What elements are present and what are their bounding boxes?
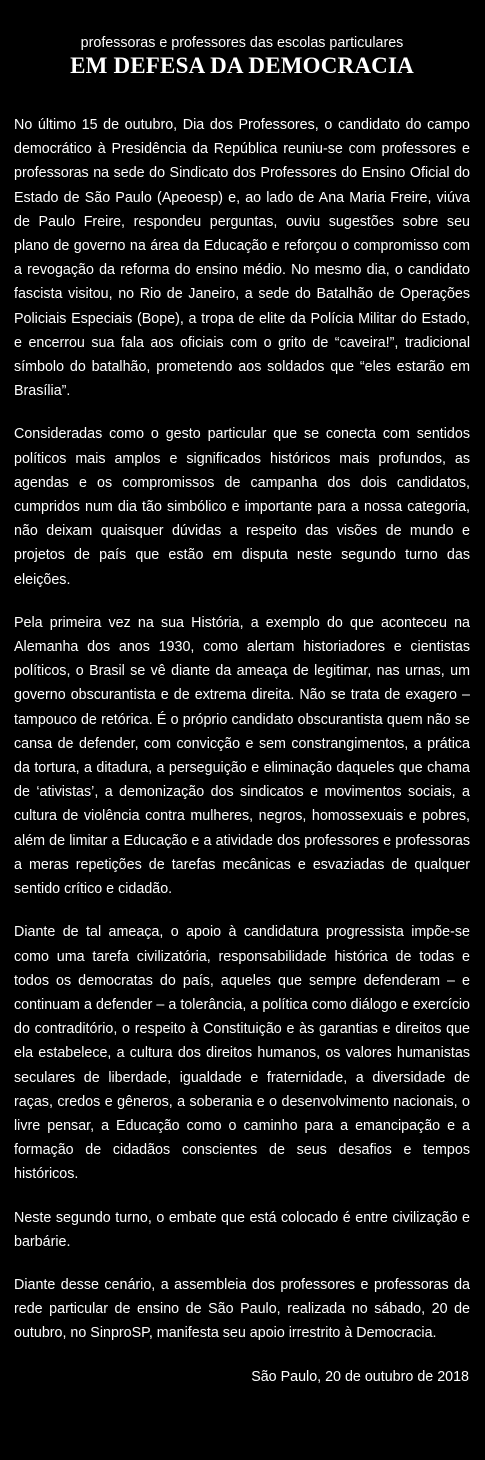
paragraph-4: Diante de tal ameaça, o apoio à candidatura progressista impõe-se como uma tarefa civilizatória, responsabilidade histórica de todas e todos os democratas do país, aqueles que sempre defenderam – e continuam a defender – a tolerância, a política como diálogo e exercício do contraditório, o respeito à Constituição e às garantias e direitos que ela estabelece, a cultura dos direitos humanos, os valores humanistas seculares de liberdade, igualdade e fraternidade, a diversidade de raças, credos e gêneros, a soberania e o desenvolvimento nacionais, o livre pensar, a Educação como o caminho para a emancipação e a formação de cidadãos conscientes de seus desafios e tempos históricos. [14,924,470,1183]
date-signature: São Paulo, 20 de outubro de 2018 [251,1368,469,1385]
paragraph-3: Pela primeira vez na sua História, a exemplo do que aconteceu na Alemanha dos anos 1930, como alertam historiadores e cientistas políticos, o Brasil se vê diante da ameaça de legitimar, nas urnas, um governo obscurantista e de extrema direita. Não se trata de exagero – tampouco de retórica. É o próprio candidato obscurantista quem não se cansa de defender, com convicção e sem constrangimentos, a prática da tortura, a ditadura, a perseguição e eliminação daqueles que chama de ‘ativistas’, a demonização dos sindicatos e movimentos sociais, a cultura de violência contra mulheres, negros, homossexuais e pobres, além de limitar a Educação e a atividade dos professores e professoras a meras repetições de tarefas mecânicas e esvaziadas de qualquer sentido crítico e cidadão. [14,614,470,898]
page-subtitle: professoras e professores das escolas particulares [80,35,404,51]
manifesto-body [14,113,470,1389]
paragraph-2: Consideradas como o gesto particular que se conecta com sentidos políticos mais amplos e significados históricos mais profundos, as agendas e os compromissos de campanha dos dois candidatos, cumpridos num dia tão simbólico e importante para a nossa categoria, não deixam quaisquer dúvidas a respeito das visões de mundo e projetos de país que estão em disputa neste segundo turno das eleições. [14,426,470,588]
page-title: EM DEFESA DA DEMOCRACIA [70,53,414,78]
paragraph-6: Diante desse cenário, a assembleia dos professores e professoras da rede particular de ensino de São Paulo, realizada no sábado, 20 de outubro, no SinproSP, manifesta seu apoio irrestrito à Democracia. [14,1276,470,1342]
paragraph-1: No último 15 de outubro, Dia dos Professores, o candidato do campo democrático à Presidência da República reuniu-se com professores e professoras na sede do Sindicato dos Professores do Ensino Oficial do Estado de São Paulo (Apeoesp) e, ao lado de Ana Maria Freire, viúva de Paulo Freire, respondeu perguntas, ouviu sugestões sobre seu plano de governo na área da Educação e reforçou o compromisso com a revogação da reforma do ensino médio. No mesmo dia, o candidato fascista visitou, no Rio de Janeiro, a sede do Batalhão de Operações Policiais Especiais (Bope), a tropa de elite da Polícia Militar do Estado, e encerrou sua fala aos oficiais com o grito de “caveira!”, tradicional símbolo do batalhão, prometendo aos soldados que “eles estarão em Brasília”. [14,117,470,400]
paragraph-5: Neste segundo turno, o embate que está colocado é entre civilização e barbárie. [14,1209,470,1250]
